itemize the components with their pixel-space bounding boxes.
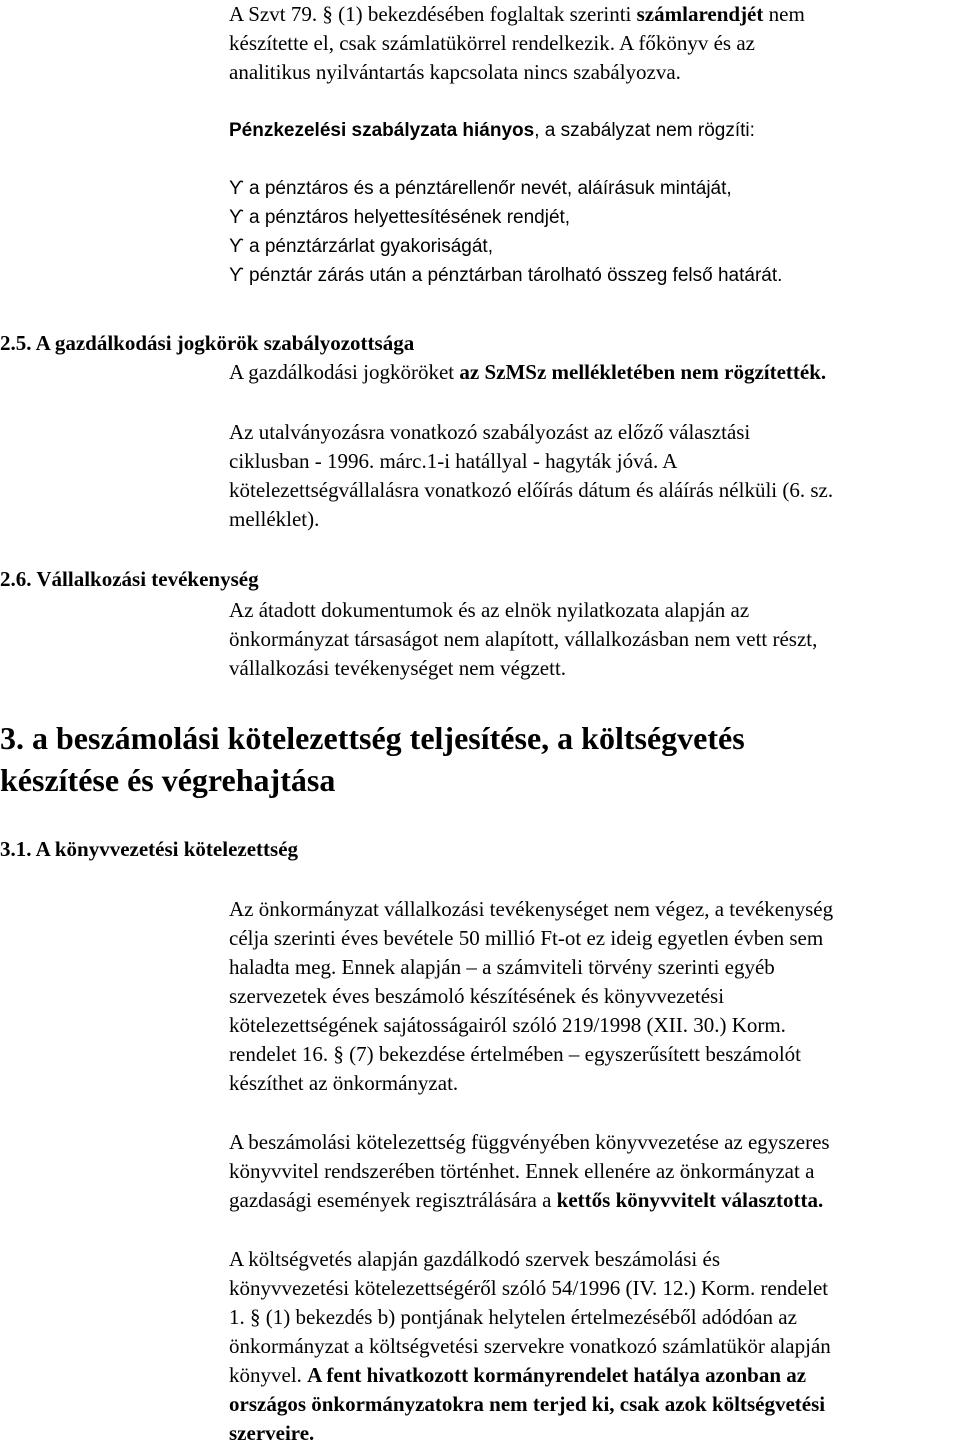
section-heading-2-6: 2.6. Vállalkozási tevékenység — [0, 567, 259, 591]
text-line: A beszámolási kötelezettség függvényében könyvvezetése az egyszeres — [229, 1130, 830, 1154]
text-line: Az átadott dokumentumok és az elnök nyilatkozata alapján az — [229, 598, 750, 622]
text-line: rendelet 16. § (7) bekezdése értelmében – egyszerűsített beszámolót — [229, 1042, 802, 1066]
text-line: könyvvezetési kötelezettségéről szóló 54/1996 (IV. 12.) Korm. rendelet — [229, 1276, 829, 1300]
text-line: könyvel. A fent hivatkozott kormányrendelet hatálya azonban az — [229, 1363, 807, 1387]
bullet-icon: ϒ — [229, 178, 244, 199]
text-line: 1. § (1) bekezdés b) pontjának helytelen értelmezéséből adódóan az — [229, 1305, 797, 1329]
text-line: kötelezettségének sajátosságairól szóló 219/1998 (XII. 30.) Korm. — [229, 1013, 786, 1037]
list-item: ϒ a pénztárzárlat gyakoriságát, — [229, 236, 493, 257]
list-item: ϒ a pénztáros és a pénztárellenőr nevét, aláírásuk mintáját, — [229, 178, 732, 199]
list-item: ϒ pénztár zárás után a pénztárban tárolható összeg felső határát. — [229, 265, 783, 286]
text-line: A költségvetés alapján gazdálkodó szervek beszámolási és — [229, 1247, 720, 1271]
text-line: készítette el, csak számlatükörrel rendelkezik. A főkönyv és az — [229, 31, 755, 55]
text-line: melléklet). — [229, 507, 320, 531]
text-line: szervezetek éves beszámoló készítésének és könyvvezetési — [229, 984, 725, 1008]
text-line: országos önkormányzatokra nem terjed ki, csak azok költségvetési — [229, 1392, 826, 1416]
text-line: analitikus nyilvántartás kapcsolata nincs szabályozva. — [229, 60, 681, 84]
text-line: A Szvt 79. § (1) bekezdésében foglaltak szerinti számlarendjét nem — [229, 2, 805, 26]
section-heading-3-1: 3.1. A könyvvezetési kötelezettség — [0, 837, 299, 861]
text-line: A gazdálkodási jogköröket az SzMSz mellékletében nem rögzítették. — [229, 360, 827, 384]
text-line: szerveire. — [229, 1421, 315, 1445]
text-line: önkormányzat a költségvetési szervekre vonatkozó számlatükör alapján — [229, 1334, 831, 1358]
text-line: haladta meg. Ennek alapján – a számviteli törvény szerinti egyéb — [229, 955, 775, 979]
cash-policy-intro: Pénzkezelési szabályzata hiányos, a szabályzat nem rögzíti: — [229, 120, 755, 141]
text-line: önkormányzat társaságot nem alapított, vállalkozásban nem vett részt, — [229, 627, 818, 651]
list-item: ϒ a pénztáros helyettesítésének rendjét, — [229, 207, 571, 228]
text-line: célja szerinti éves bevétele 50 millió Ft-ot ez ideig egyetlen évben sem — [229, 926, 824, 950]
text-line: gazdasági események regisztrálására a kettős könyvvitelt választotta. — [229, 1188, 824, 1212]
text-line: készíthet az önkormányzat. — [229, 1071, 459, 1095]
text-line: Az utalványozásra vonatkozó szabályozást az előző választási — [229, 420, 751, 444]
bullet-icon: ϒ — [229, 236, 244, 257]
bullet-icon: ϒ — [229, 207, 244, 228]
text-line: vállalkozási tevékenységet nem végzett. — [229, 656, 567, 680]
bullet-icon: ϒ — [229, 265, 244, 286]
text-line: ciklusban - 1996. márc.1-i hatállyal - hagyták jóvá. A — [229, 449, 678, 473]
section-heading-2-5: 2.5. A gazdálkodási jogkörök szabályozottsága — [0, 331, 415, 355]
chapter-heading-line: készítése és végrehajtása — [0, 762, 336, 798]
chapter-heading-line: 3. a beszámolási kötelezettség teljesítése, a költségvetés — [0, 720, 745, 756]
text-line: könyvvitel rendszerében történhet. Ennek ellenére az önkormányzat a — [229, 1159, 815, 1183]
text-line: Az önkormányzat vállalkozási tevékenységet nem végez, a tevékenység — [229, 897, 834, 921]
text-line: kötelezettségvállalásra vonatkozó előírás dátum és aláírás nélküli (6. sz. — [229, 478, 834, 502]
